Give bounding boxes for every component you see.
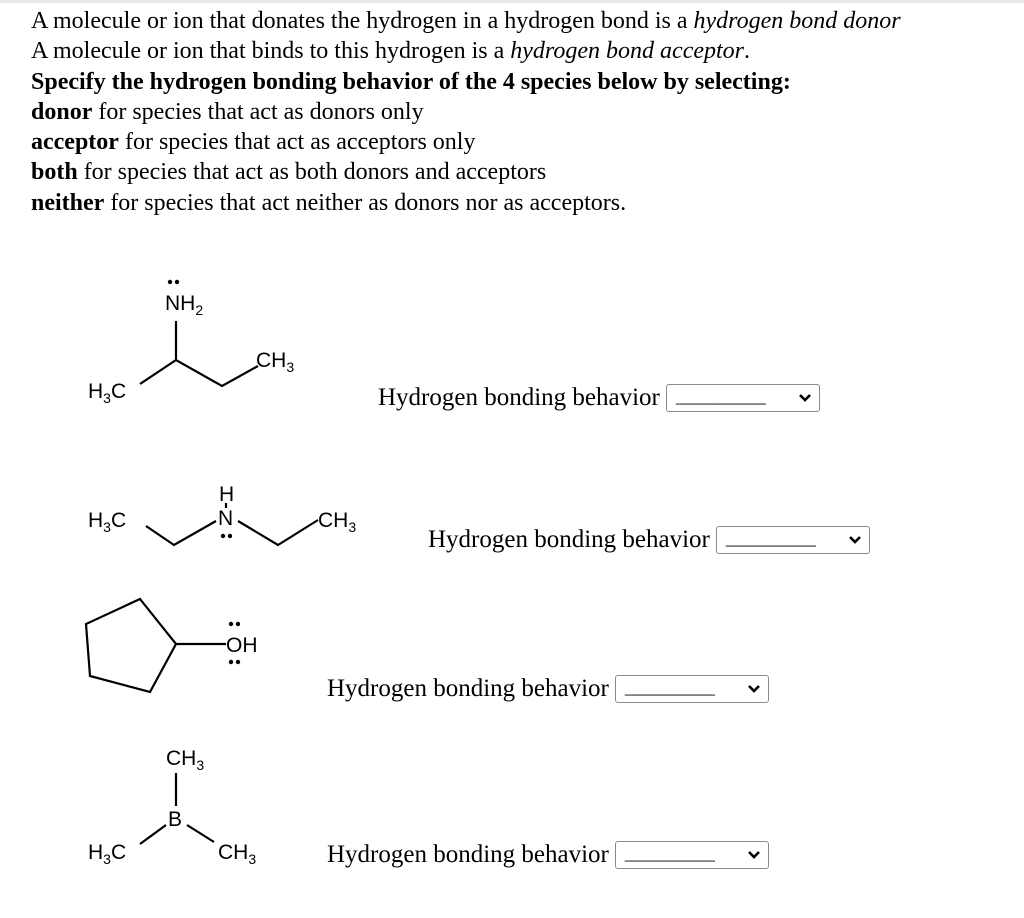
molecule-amine-primary xyxy=(88,280,294,406)
n-label: N xyxy=(218,507,234,530)
h3c-label: $H_3C$ xyxy=(88,509,127,535)
ch3-label: $CH_3$ xyxy=(256,349,295,375)
ch3-label: $CH_3$ xyxy=(218,841,257,867)
question-1 xyxy=(378,384,820,412)
b-ch3-bond xyxy=(187,825,214,842)
hbond-select-4[interactable] xyxy=(615,841,769,869)
cyclopentane-ring xyxy=(86,599,176,692)
instructions xyxy=(31,6,1011,218)
chevron-down-icon xyxy=(747,684,761,694)
ch3-top-label: $CH_3$ xyxy=(166,747,205,773)
hbond-select-3[interactable] xyxy=(615,675,769,703)
hbond-select-2[interactable] xyxy=(716,526,870,554)
select-value: __________ xyxy=(624,677,715,697)
lone-pair-dot xyxy=(229,622,233,626)
chevron-down-icon xyxy=(747,850,761,860)
question-4 xyxy=(327,841,769,869)
option-acceptor: acceptor for species that act as acceptors only xyxy=(31,129,476,156)
molecule-trimethylborane xyxy=(88,747,256,867)
carbon-chain-bond xyxy=(140,360,258,386)
b-label: B xyxy=(168,808,183,831)
chevron-down-icon xyxy=(848,535,862,545)
question-3 xyxy=(327,675,769,703)
lone-pair-dot xyxy=(228,534,232,538)
h3c-label: $H_3C$ xyxy=(88,841,127,867)
chevron-down-icon xyxy=(798,393,812,403)
question-label: Hydrogen bonding behavior xyxy=(327,675,609,702)
question-label: Hydrogen bonding behavior xyxy=(428,526,710,553)
lone-pair-dot xyxy=(229,660,233,664)
lone-pair-dot xyxy=(175,280,179,284)
definition-acceptor: A molecule or ion that binds to this hydrogen is a hydrogen bond acceptor. xyxy=(31,38,750,65)
select-value: __________ xyxy=(725,528,816,548)
lone-pair-dot xyxy=(168,280,172,284)
top-divider xyxy=(0,0,1024,3)
lone-pair-dot xyxy=(221,534,225,538)
question-2 xyxy=(428,526,870,554)
option-donor: donor for species that act as donors only xyxy=(31,98,424,125)
nh2-label: $NH_2$ xyxy=(165,292,204,318)
question-label: Hydrogen bonding behavior xyxy=(378,384,660,411)
ch3-label: $CH_3$ xyxy=(318,509,357,535)
option-neither: neither for species that act neither as donors nor as acceptors. xyxy=(31,189,627,216)
right-chain-bond xyxy=(238,520,318,545)
hbond-select-1[interactable] xyxy=(666,384,820,412)
h-label: H xyxy=(219,483,235,506)
lone-pair-dot xyxy=(236,622,240,626)
molecule-cyclopentanol xyxy=(86,599,258,692)
oh-label: OH xyxy=(226,634,258,657)
molecule-amine-secondary xyxy=(88,483,356,545)
left-chain-bond xyxy=(146,521,216,545)
select-value: __________ xyxy=(675,386,766,406)
option-both: both for species that act as both donors and acceptors xyxy=(31,159,547,186)
question-label: Hydrogen bonding behavior xyxy=(327,841,609,868)
definition-donor: A molecule or ion that donates the hydrogen in a hydrogen bond is a hydrogen bond donor xyxy=(31,8,901,34)
b-ch3-bond xyxy=(140,825,166,844)
select-value: __________ xyxy=(624,843,715,863)
h3c-label: $H_3C$ xyxy=(88,380,127,406)
task-prompt: Specify the hydrogen bonding behavior of the 4 species below by selecting: xyxy=(31,68,791,95)
lone-pair-dot xyxy=(236,660,240,664)
